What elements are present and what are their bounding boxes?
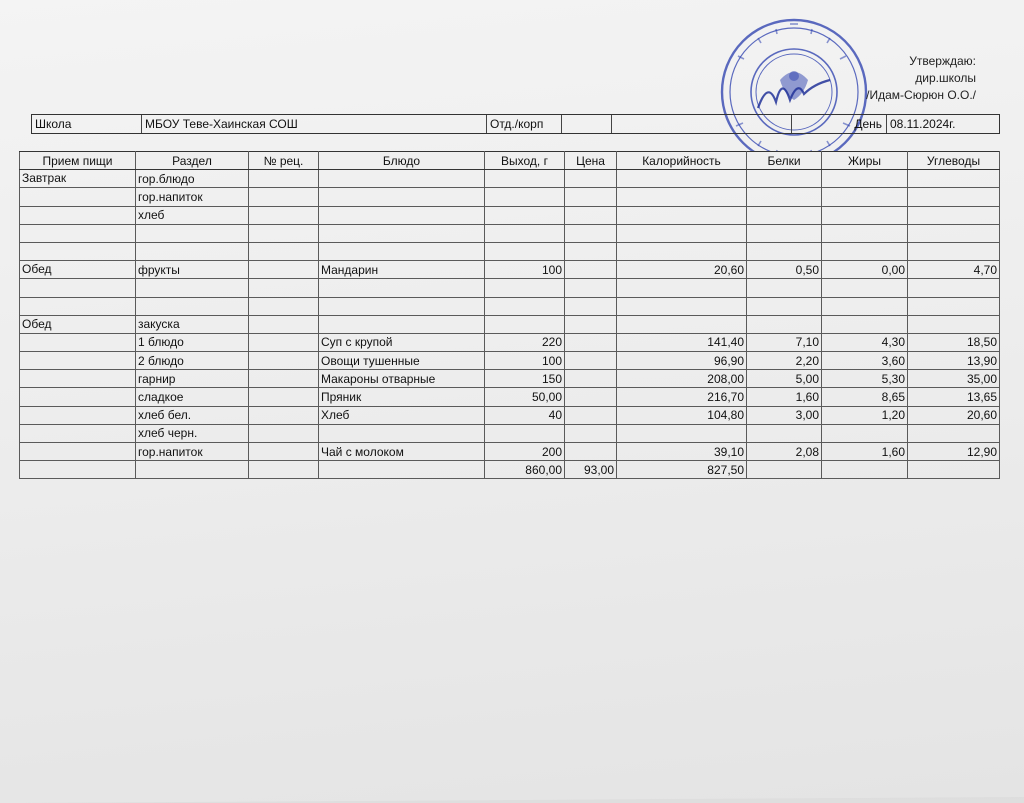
col-fat: Жиры <box>822 152 908 170</box>
output-cell <box>485 188 565 206</box>
price-cell <box>565 297 617 315</box>
recipe-cell <box>249 443 319 461</box>
output-cell <box>485 224 565 242</box>
col-price: Цена <box>565 152 617 170</box>
calories-cell <box>617 188 747 206</box>
section-cell <box>136 279 249 297</box>
calories-cell <box>617 424 747 442</box>
calories-cell: 827,50 <box>617 461 747 479</box>
output-cell <box>485 242 565 260</box>
table-row <box>20 333 1000 351</box>
recipe-cell <box>249 170 319 188</box>
section-cell: гор.напиток <box>136 443 249 461</box>
section-cell: хлеб бел. <box>136 406 249 424</box>
col-protein: Белки <box>747 152 822 170</box>
price-cell <box>565 315 617 333</box>
col-section: Раздел <box>136 152 249 170</box>
meal-cell <box>20 406 136 424</box>
table-row <box>20 170 1000 188</box>
output-cell: 40 <box>485 406 565 424</box>
recipe-cell <box>249 242 319 260</box>
meal-cell <box>20 333 136 351</box>
carbs-cell: 20,60 <box>908 406 1000 424</box>
protein-cell: 2,08 <box>747 443 822 461</box>
protein-cell <box>747 424 822 442</box>
calories-cell: 20,60 <box>617 261 747 279</box>
fat-cell <box>822 224 908 242</box>
fat-cell <box>822 297 908 315</box>
table-row <box>20 388 1000 406</box>
section-cell: закуска <box>136 315 249 333</box>
recipe-cell <box>249 424 319 442</box>
output-cell: 50,00 <box>485 388 565 406</box>
output-cell: 150 <box>485 370 565 388</box>
output-cell: 100 <box>485 352 565 370</box>
fat-cell: 1,20 <box>822 406 908 424</box>
output-cell <box>485 315 565 333</box>
dish-cell <box>319 170 485 188</box>
table-row <box>20 261 1000 279</box>
recipe-cell <box>249 461 319 479</box>
meal-cell <box>20 461 136 479</box>
approval-block <box>836 53 976 104</box>
carbs-cell <box>908 188 1000 206</box>
fat-cell <box>822 315 908 333</box>
protein-cell <box>747 188 822 206</box>
table-row <box>20 188 1000 206</box>
output-cell: 100 <box>485 261 565 279</box>
meal-cell <box>20 352 136 370</box>
recipe-cell <box>249 406 319 424</box>
fat-cell <box>822 461 908 479</box>
carbs-cell: 18,50 <box>908 333 1000 351</box>
section-cell <box>136 224 249 242</box>
section-cell: гарнир <box>136 370 249 388</box>
carbs-cell <box>908 315 1000 333</box>
protein-cell: 3,00 <box>747 406 822 424</box>
section-cell: 1 блюдо <box>136 333 249 351</box>
table-row <box>20 352 1000 370</box>
output-cell: 860,00 <box>485 461 565 479</box>
recipe-cell <box>249 333 319 351</box>
carbs-cell <box>908 170 1000 188</box>
dish-cell <box>319 461 485 479</box>
fat-cell <box>822 242 908 260</box>
table-row <box>20 461 1000 479</box>
recipe-cell <box>249 370 319 388</box>
approval-name: /Идам-Сюрюн О.О./ <box>866 88 976 102</box>
fat-cell <box>822 170 908 188</box>
carbs-cell <box>908 224 1000 242</box>
recipe-cell <box>249 352 319 370</box>
carbs-cell: 12,90 <box>908 443 1000 461</box>
meal-cell: Завтрак <box>20 170 136 188</box>
calories-cell <box>617 206 747 224</box>
dish-cell: Пряник <box>319 388 485 406</box>
calories-cell: 208,00 <box>617 370 747 388</box>
price-cell <box>565 206 617 224</box>
protein-cell <box>747 206 822 224</box>
fat-cell: 1,60 <box>822 443 908 461</box>
carbs-cell: 4,70 <box>908 261 1000 279</box>
dish-cell <box>319 424 485 442</box>
price-cell <box>565 352 617 370</box>
fat-cell <box>822 424 908 442</box>
calories-cell <box>617 297 747 315</box>
table-row <box>20 242 1000 260</box>
table-row <box>20 206 1000 224</box>
fat-cell: 4,30 <box>822 333 908 351</box>
dish-cell: Хлеб <box>319 406 485 424</box>
section-cell: хлеб <box>136 206 249 224</box>
price-cell <box>565 406 617 424</box>
school-header-row <box>31 114 1000 134</box>
price-cell <box>565 388 617 406</box>
recipe-cell <box>249 315 319 333</box>
dish-cell <box>319 242 485 260</box>
table-row <box>20 424 1000 442</box>
recipe-cell <box>249 279 319 297</box>
price-cell <box>565 261 617 279</box>
approval-position: дир.школы <box>915 71 976 85</box>
protein-cell <box>747 224 822 242</box>
calories-cell: 141,40 <box>617 333 747 351</box>
meal-cell: Обед <box>20 261 136 279</box>
section-cell: гор.блюдо <box>136 170 249 188</box>
carbs-cell <box>908 297 1000 315</box>
menu-table <box>19 151 1000 479</box>
protein-cell <box>747 315 822 333</box>
dish-cell <box>319 315 485 333</box>
table-row <box>20 406 1000 424</box>
protein-cell: 5,00 <box>747 370 822 388</box>
table-header-row <box>20 152 1000 170</box>
price-cell <box>565 188 617 206</box>
output-cell <box>485 424 565 442</box>
table-row <box>20 443 1000 461</box>
output-cell <box>485 279 565 297</box>
calories-cell <box>617 224 747 242</box>
fat-cell: 5,30 <box>822 370 908 388</box>
table-row <box>20 279 1000 297</box>
fat-cell <box>822 188 908 206</box>
output-cell <box>485 297 565 315</box>
school-name: МБОУ Теве-Хаинская СОШ <box>142 115 487 133</box>
dish-cell: Мандарин <box>319 261 485 279</box>
protein-cell <box>747 297 822 315</box>
fat-cell <box>822 279 908 297</box>
price-cell <box>565 170 617 188</box>
price-cell <box>565 333 617 351</box>
dish-cell: Овощи тушенные <box>319 352 485 370</box>
calories-cell <box>617 170 747 188</box>
dish-cell: Макароны отварные <box>319 370 485 388</box>
meal-cell <box>20 188 136 206</box>
price-cell <box>565 443 617 461</box>
approval-title: Утверждаю: <box>909 54 976 68</box>
section-cell: гор.напиток <box>136 188 249 206</box>
meal-cell <box>20 206 136 224</box>
carbs-cell: 35,00 <box>908 370 1000 388</box>
meal-cell <box>20 224 136 242</box>
calories-cell: 39,10 <box>617 443 747 461</box>
section-cell <box>136 461 249 479</box>
col-calories: Калорийность <box>617 152 747 170</box>
table-row <box>20 297 1000 315</box>
carbs-cell <box>908 206 1000 224</box>
output-cell <box>485 206 565 224</box>
carbs-cell <box>908 461 1000 479</box>
dish-cell <box>319 188 485 206</box>
dish-cell: Суп с крупой <box>319 333 485 351</box>
calories-cell: 216,70 <box>617 388 747 406</box>
calories-cell <box>617 242 747 260</box>
table-row <box>20 224 1000 242</box>
recipe-cell <box>249 297 319 315</box>
price-cell <box>565 279 617 297</box>
col-dish: Блюдо <box>319 152 485 170</box>
output-cell <box>485 170 565 188</box>
recipe-cell <box>249 188 319 206</box>
price-cell: 93,00 <box>565 461 617 479</box>
col-output: Выход, г <box>485 152 565 170</box>
date-value: 08.11.2024г. <box>890 117 956 131</box>
price-cell <box>565 242 617 260</box>
section-cell: фрукты <box>136 261 249 279</box>
calories-cell: 96,90 <box>617 352 747 370</box>
day-label: День <box>792 115 887 133</box>
price-cell <box>565 370 617 388</box>
meal-cell <box>20 424 136 442</box>
meal-cell: Обед <box>20 315 136 333</box>
section-cell <box>136 297 249 315</box>
meal-cell <box>20 242 136 260</box>
calories-cell: 104,80 <box>617 406 747 424</box>
protein-cell <box>747 461 822 479</box>
recipe-cell <box>249 388 319 406</box>
fat-cell: 3,60 <box>822 352 908 370</box>
meal-cell <box>20 388 136 406</box>
col-carbs: Углеводы <box>908 152 1000 170</box>
carbs-cell <box>908 424 1000 442</box>
dish-cell <box>319 279 485 297</box>
calories-cell <box>617 279 747 297</box>
section-cell: сладкое <box>136 388 249 406</box>
carbs-cell: 13,90 <box>908 352 1000 370</box>
fat-cell: 0,00 <box>822 261 908 279</box>
meal-cell <box>20 443 136 461</box>
price-cell <box>565 424 617 442</box>
recipe-cell <box>249 224 319 242</box>
carbs-cell <box>908 242 1000 260</box>
section-cell: 2 блюдо <box>136 352 249 370</box>
dept-label: Отд./корп <box>487 115 562 133</box>
carbs-cell: 13,65 <box>908 388 1000 406</box>
table-row <box>20 370 1000 388</box>
recipe-cell <box>249 261 319 279</box>
protein-cell: 1,60 <box>747 388 822 406</box>
col-meal: Прием пищи <box>20 152 136 170</box>
calories-cell <box>617 315 747 333</box>
dish-cell <box>319 224 485 242</box>
protein-cell: 2,20 <box>747 352 822 370</box>
dish-cell <box>319 297 485 315</box>
fat-cell <box>822 206 908 224</box>
protein-cell <box>747 170 822 188</box>
recipe-cell <box>249 206 319 224</box>
output-cell: 220 <box>485 333 565 351</box>
protein-cell: 7,10 <box>747 333 822 351</box>
meal-cell <box>20 279 136 297</box>
dish-cell <box>319 206 485 224</box>
col-recipe: № рец. <box>249 152 319 170</box>
protein-cell <box>747 279 822 297</box>
meal-cell <box>20 297 136 315</box>
protein-cell: 0,50 <box>747 261 822 279</box>
school-label: Школа <box>32 115 142 133</box>
price-cell <box>565 224 617 242</box>
protein-cell <box>747 242 822 260</box>
section-cell <box>136 242 249 260</box>
dept-value <box>562 115 612 133</box>
carbs-cell <box>908 279 1000 297</box>
output-cell: 200 <box>485 443 565 461</box>
meal-cell <box>20 370 136 388</box>
header-spacer <box>612 115 792 133</box>
section-cell: хлеб черн. <box>136 424 249 442</box>
fat-cell: 8,65 <box>822 388 908 406</box>
dish-cell: Чай с молоком <box>319 443 485 461</box>
table-row <box>20 315 1000 333</box>
